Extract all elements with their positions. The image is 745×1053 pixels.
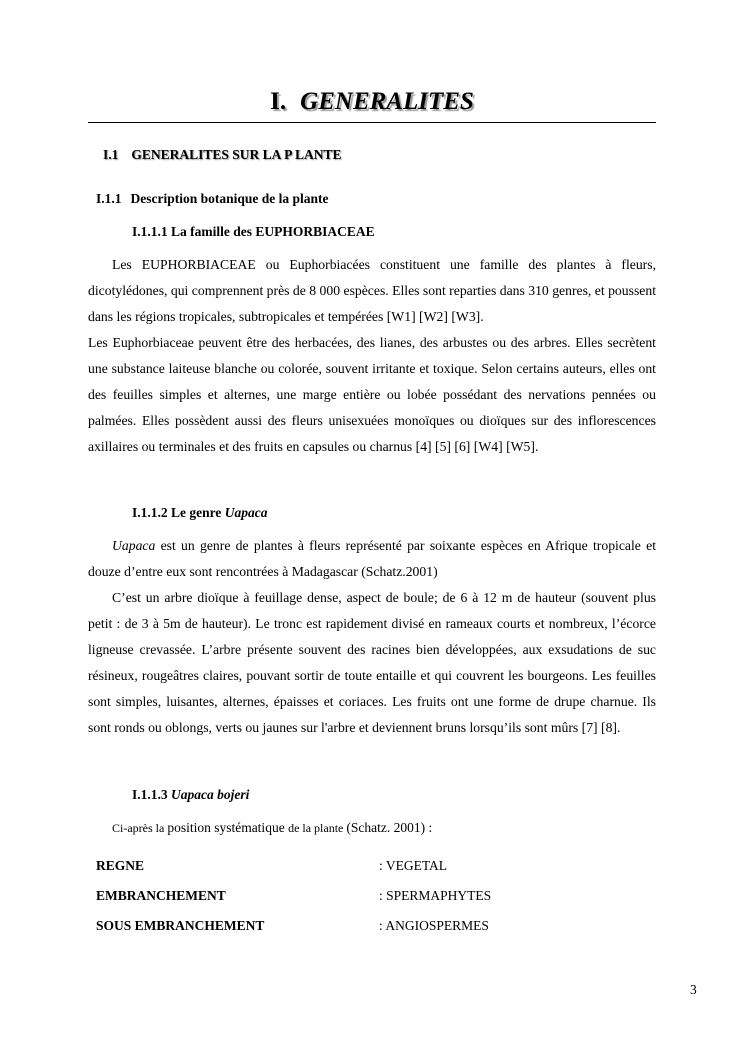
page-number: 3 [690, 982, 697, 997]
famille-paragraph-2: Les Euphorbiaceae peuvent être des herbacées, des lianes, des arbustes ou des arbres. Elles secrètent une substance laiteuse blanche ou colorée, souvent irritante et toxique. Selon certains auteurs, elles ont des feuilles simples et alternes, une marge entière ou lobée possédant des nervations pennées ou palmées. Elles possèdent aussi des fleurs unisexuées monoïques ou dioïques sur des inflorescences axillaires ou terminales et des fruits en capsules ou charnus [4] [5] [6] [W4] [W5]. [88, 335, 656, 454]
genre-paragraph-1 [88, 533, 656, 585]
section-heading [103, 147, 341, 163]
taxonomy-rank: REGNE [96, 858, 145, 873]
taxonomy-rank: EMBRANCHEMENT [96, 888, 226, 903]
genre-heading-prefix: I.1.1.2 Le genre [132, 505, 225, 520]
section-title: GENERALITES SUR LA P LANTE [131, 147, 342, 162]
famille-heading: I.1.1.1 La famille des EUPHORBIACEAE [132, 224, 375, 239]
genre-heading [132, 505, 268, 521]
genre-name-italic: Uapaca [112, 538, 156, 553]
section-number: I.1 [103, 147, 119, 162]
title-underline [88, 122, 656, 123]
taxonomy-value: : SPERMAPHYTES [379, 888, 492, 903]
genre-paragraphs [88, 533, 656, 741]
intro-part-a: Ci-après la [112, 821, 168, 835]
subsection-title: Description botanique de la plante [130, 191, 329, 206]
famille-paragraph-1: Les EUPHORBIACEAE ou Euphorbiacées constituent une famille des plantes à fleurs, dicotylédones, qui comprennent près de 8 000 espèces. Elles sont reparties dans 310 genres, et poussent dans les régions tropicales, subtropicales et tempérées [W1] [W2] [W3]. [88, 257, 656, 324]
taxonomy-rank: SOUS EMBRANCHEMENT [96, 918, 265, 933]
famille-paragraphs [88, 252, 656, 460]
genre-heading-name: Uapaca [224, 505, 268, 520]
chapter-title-text: GENERALITES [300, 88, 474, 115]
chapter-number: I. [270, 88, 287, 115]
bojeri-heading [132, 787, 249, 803]
intro-part-b: position systématique [167, 820, 289, 835]
subsection-heading [96, 191, 329, 207]
subsection-number: I.1.1 [96, 191, 122, 206]
intro-part-d: (Schatz. 2001) : [346, 820, 433, 835]
bojeri-heading-name: Uapaca bojeri [171, 787, 250, 802]
bojeri-heading-prefix: I.1.1.3 [132, 787, 172, 802]
genre-paragraph-1-text: est un genre de plantes à fleurs représenté par soixante espèces en Afrique tropicale et douze d’entre eux sont rencontrées à Madagascar (Schatz.2001) [88, 538, 656, 579]
systematic-intro [112, 820, 432, 836]
intro-part-c: de la plante [288, 821, 347, 835]
chapter-title [88, 88, 656, 116]
genre-paragraph-2: C’est un arbre dioïque à feuillage dense, aspect de boule; de 6 à 12 m de hauteur (souvent plus petit : de 3 à 5m de hauteur). Le tronc est rapidement divisé en rameaux courts et nombreux, l’écorce ligneuse crevassée. L’arbre présente souvent des racines bien développées, aux exsudations de suc résineux, rougeâtres claires, pouvant sortir de toute entaille et qui couvrent les bourgeons. Les feuilles sont simples, luisantes, alternes, épaisses et coriaces. Les fruits ont une forme de drupe charnue. Ils sont ronds ou oblongs, verts ou jaunes sur l'arbre et deviennent bruns lorsqu’ils sont mûrs [7] [8]. [88, 590, 656, 735]
taxonomy-value: : ANGIOSPERMES [379, 918, 489, 933]
taxonomy-value: : VEGETAL [379, 858, 448, 873]
